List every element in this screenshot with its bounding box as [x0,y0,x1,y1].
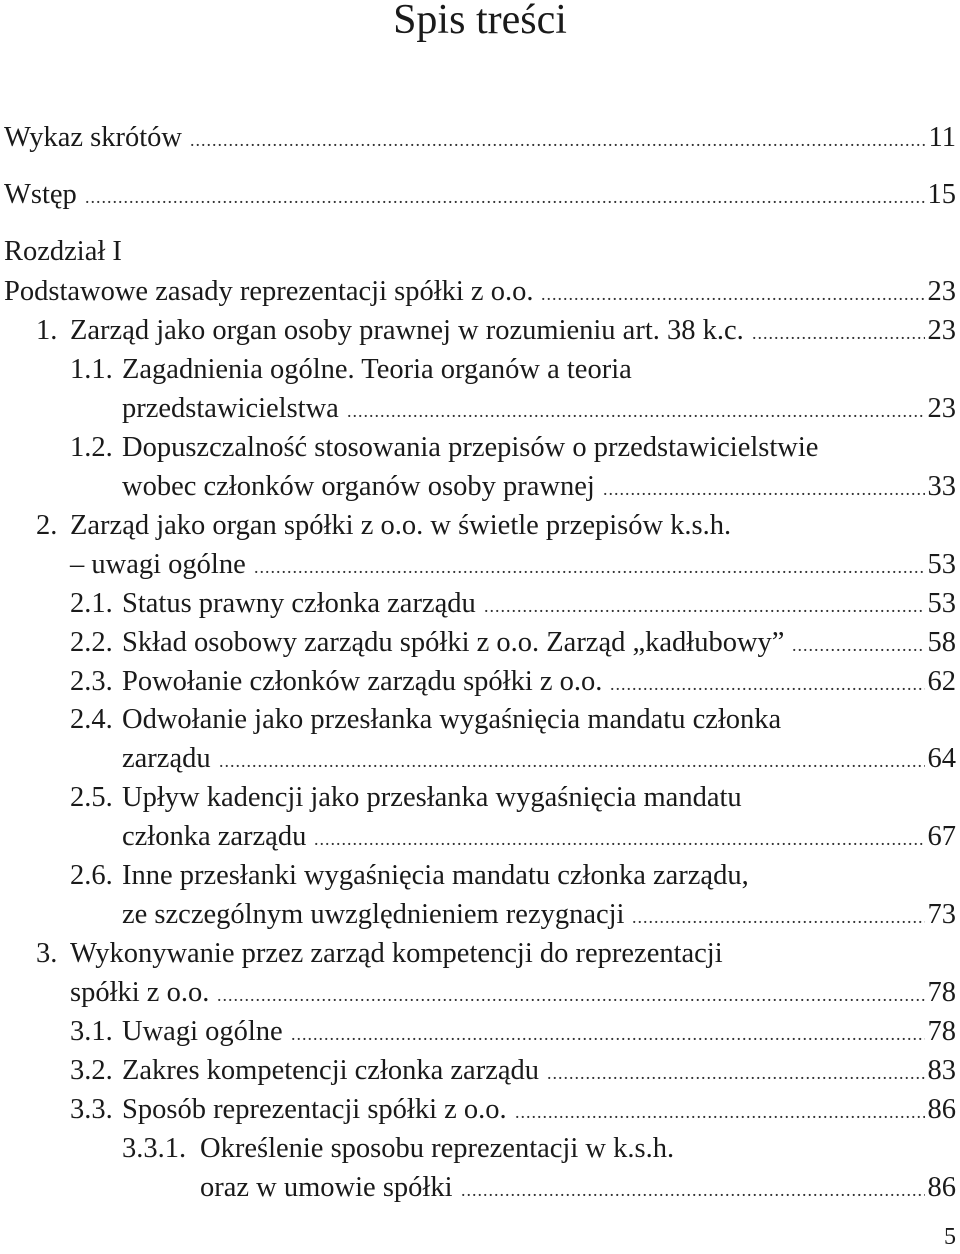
page-number: 5 [944,1224,956,1250]
toc-entry[interactable] [0,662,960,702]
toc-entry-page: 86 [925,1168,957,1208]
toc-entry-page: 53 [925,584,957,624]
toc-entry-title: członka zarządu [122,821,307,852]
toc-entry-title: zarządu [122,743,211,774]
toc-entry-page: 78 [925,1012,957,1052]
toc-entry-page: 64 [925,739,957,779]
toc-entry-number: 1. [36,315,58,346]
toc-entry-number: 1.1. [70,354,113,385]
dot-leader [752,311,925,351]
toc-entry-number: 2.5. [70,782,113,813]
toc-entry-number: 2.6. [70,860,113,891]
dot-leader [610,662,925,702]
toc-entry-page: 11 [926,118,956,158]
toc-entry-title: Podstawowe zasady reprezentacji spółki z o.o. [4,276,534,307]
dot-leader [547,1051,925,1091]
toc-entry-title: Uwagi ogólne [122,1016,283,1047]
toc-entry-page: 73 [925,895,957,935]
toc-entry[interactable] [0,623,960,663]
toc-entry[interactable] [0,311,960,351]
page-title: Spis treści [393,0,567,43]
dot-leader [291,1012,925,1052]
toc-entry[interactable] [0,700,960,740]
toc-entry-page: 78 [925,973,957,1013]
dot-leader [190,118,926,158]
toc-entry-page: 58 [925,623,957,663]
toc-entry-title: – uwagi ogólne [70,549,246,580]
toc-entry-title: Wstęp [4,179,77,210]
toc-entry[interactable] [0,545,960,585]
toc-entry[interactable] [0,1129,960,1169]
toc-entry-number: 2.3. [70,666,113,697]
toc-entry-title: Skład osobowy zarządu spółki z o.o. Zarząd „kadłubowy” [122,627,785,658]
toc-entry-title: Zarząd jako organ osoby prawnej w rozumieniu art. 38 k.c. [70,315,744,346]
toc-entry[interactable] [0,467,960,507]
toc-entry-title: Status prawny członka zarządu [122,588,476,619]
dot-leader [219,739,925,779]
toc-entry[interactable] [0,272,960,312]
toc-entry-page: 83 [925,1051,957,1091]
toc-entry-title: przedstawicielstwa [122,393,339,424]
toc-entry[interactable] [0,428,960,468]
toc-entry-title: Sposób reprezentacji spółki z o.o. [122,1094,507,1125]
dot-leader [632,895,925,935]
toc-entry-title: Rozdział I [4,236,122,267]
toc-entry[interactable] [0,118,960,158]
toc-entry[interactable] [0,895,960,935]
toc-entry-title: Zagadnienia ogólne. Teoria organów a teoria [122,354,632,385]
toc-entry[interactable] [0,232,960,272]
toc-entry-title: Powołanie członków zarządu spółki z o.o. [122,666,603,697]
dot-leader [217,973,925,1013]
toc-entry-page: 53 [925,545,957,585]
toc-entry-number: 2.2. [70,627,113,658]
toc-entry-page: 67 [925,817,957,857]
dot-leader [461,1168,925,1208]
toc-entry-number: 3. [36,938,58,969]
dot-leader [603,467,925,507]
toc-entry[interactable] [0,856,960,896]
toc-entry-number: 2.1. [70,588,113,619]
toc-entry-page: 23 [925,272,957,312]
toc-entry-number: 3.1. [70,1016,113,1047]
toc-entry[interactable] [0,817,960,857]
toc-entry[interactable] [0,1012,960,1052]
dot-leader [347,389,925,429]
toc-entry-title: Upływ kadencji jako przesłanka wygaśnięcia mandatu [122,782,742,813]
toc-entry[interactable] [0,1051,960,1091]
toc-entry-title: Zarząd jako organ spółki z o.o. w świetle przepisów k.s.h. [70,510,732,541]
dot-leader [254,545,925,585]
dot-leader [314,817,925,857]
toc-entry[interactable] [0,506,960,546]
toc-entry[interactable] [0,584,960,624]
toc-entry-page: 86 [925,1090,957,1130]
toc-entry-title: Odwołanie jako przesłanka wygaśnięcia mandatu członka [122,704,782,735]
toc-entry-title: Wykonywanie przez zarząd kompetencji do reprezentacji [70,938,723,969]
dot-leader [484,584,925,624]
toc-entry-title: ze szczególnym uwzględnieniem rezygnacji [122,899,625,930]
toc-entry-page: 15 [925,175,957,215]
toc-entry-number: 2. [36,510,58,541]
toc-entry-number: 3.3. [70,1094,113,1125]
toc-entry-title: Dopuszczalność stosowania przepisów o przedstawicielstwie [122,432,819,463]
toc-entry-page: 33 [925,467,957,507]
toc-entry-title: spółki z o.o. [70,977,210,1008]
toc-entry[interactable] [0,1168,960,1208]
toc-entry[interactable] [0,934,960,974]
toc-entry-title: Wykaz skrótów [4,122,182,153]
toc-entry[interactable] [0,175,960,215]
toc-entry-page: 23 [925,311,957,351]
toc-entry[interactable] [0,350,960,390]
toc-entry-page: 23 [925,389,957,429]
toc-entry[interactable] [0,1090,960,1130]
toc-entry-title: Określenie sposobu reprezentacji w k.s.h. [200,1133,675,1164]
toc-entry-title: wobec członków organów osoby prawnej [122,471,595,502]
dot-leader [792,623,925,663]
toc-entry-title: Inne przesłanki wygaśnięcia mandatu członka zarządu, [122,860,749,891]
toc-entry[interactable] [0,389,960,429]
toc-entry-page: 62 [925,662,957,702]
toc-entry[interactable] [0,778,960,818]
toc-entry-title: oraz w umowie spółki [200,1172,453,1203]
toc-entry-number: 3.3.1. [122,1133,187,1164]
toc-entry-number: 3.2. [70,1055,113,1086]
toc-entry-number: 1.2. [70,432,113,463]
toc-entry[interactable] [0,739,960,779]
toc-entry-number: 2.4. [70,704,113,735]
dot-leader [515,1090,925,1130]
toc-entry[interactable] [0,973,960,1013]
dot-leader [85,175,925,215]
toc-entry-title: Zakres kompetencji członka zarządu [122,1055,539,1086]
dot-leader [541,272,925,312]
